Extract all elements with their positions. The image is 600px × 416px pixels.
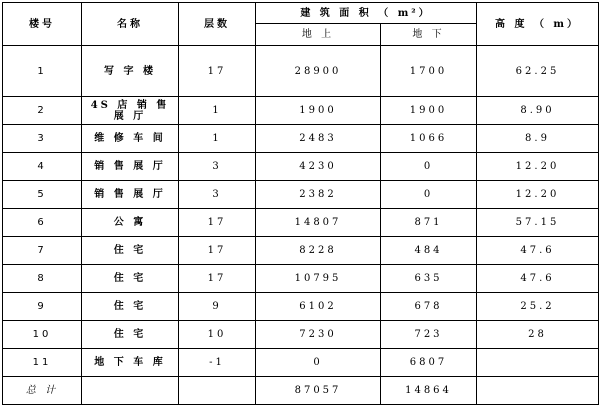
header-above-ground: 地 上 [256, 24, 381, 46]
table-row [3, 293, 599, 321]
cell-building-no: 6 [3, 209, 82, 237]
cell-floors: 10 [179, 321, 256, 349]
cell-name: 销 售 展 厅 [82, 153, 179, 181]
cell-below-ground: 1900 [381, 97, 477, 125]
table-row [3, 209, 599, 237]
cell-below-ground: 635 [381, 265, 477, 293]
cell-height [477, 377, 599, 405]
header-building-no: 楼号 [3, 3, 82, 46]
cell-above-ground: 2382 [256, 181, 381, 209]
cell-building-no: 5 [3, 181, 82, 209]
cell-name: 住 宅 [82, 293, 179, 321]
header-floors: 层数 [179, 3, 256, 46]
cell-above-ground: 8228 [256, 237, 381, 265]
cell-height: 8.9 [477, 125, 599, 153]
cell-height: 12.20 [477, 153, 599, 181]
cell-building-no: 4 [3, 153, 82, 181]
cell-height: 57.15 [477, 209, 599, 237]
cell-below-ground: 6807 [381, 349, 477, 377]
cell-name: 写 字 楼 [82, 46, 179, 97]
cell-height [477, 349, 599, 377]
cell-building-no: 1 [3, 46, 82, 97]
cell-above-ground: 2483 [256, 125, 381, 153]
cell-floors: 9 [179, 293, 256, 321]
cell-above-ground: 0 [256, 349, 381, 377]
cell-building-no: 7 [3, 237, 82, 265]
cell-building-no: 2 [3, 97, 82, 125]
total-row [3, 377, 599, 405]
cell-height: 62.25 [477, 46, 599, 97]
cell-below-ground: 1066 [381, 125, 477, 153]
cell-below-ground: 0 [381, 181, 477, 209]
table-row [3, 237, 599, 265]
cell-above-ground: 14807 [256, 209, 381, 237]
cell-floors: 17 [179, 237, 256, 265]
cell-building-no: 11 [3, 349, 82, 377]
cell-floors: 17 [179, 265, 256, 293]
cell-floors [179, 377, 256, 405]
cell-below-ground: 678 [381, 293, 477, 321]
cell-above-ground: 1900 [256, 97, 381, 125]
cell-name: 4S 店 销 售 展 厅 [82, 97, 179, 125]
cell-floors: 1 [179, 125, 256, 153]
table-row [3, 125, 599, 153]
cell-floors: 17 [179, 209, 256, 237]
building-area-table [2, 2, 599, 405]
table-row [3, 265, 599, 293]
cell-height: 8.90 [477, 97, 599, 125]
cell-name: 住 宅 [82, 321, 179, 349]
cell-below-ground: 1700 [381, 46, 477, 97]
cell-name [82, 377, 179, 405]
cell-name: 住 宅 [82, 237, 179, 265]
cell-building-no: 9 [3, 293, 82, 321]
cell-name: 公 寓 [82, 209, 179, 237]
table-row [3, 349, 599, 377]
cell-floors: 17 [179, 46, 256, 97]
cell-floors: -1 [179, 349, 256, 377]
cell-below-ground: 0 [381, 153, 477, 181]
cell-building-no: 8 [3, 265, 82, 293]
cell-name: 维 修 车 间 [82, 125, 179, 153]
cell-building-no: 10 [3, 321, 82, 349]
cell-name: 住 宅 [82, 265, 179, 293]
header-below-ground: 地 下 [381, 24, 477, 46]
table-row [3, 97, 599, 125]
header-name: 名称 [82, 3, 179, 46]
header-height: 高 度 （ m） [477, 3, 599, 46]
cell-building-no: 3 [3, 125, 82, 153]
cell-height: 12.20 [477, 181, 599, 209]
cell-above-ground: 7230 [256, 321, 381, 349]
cell-above-ground: 10795 [256, 265, 381, 293]
table-row [3, 153, 599, 181]
total-above-ground: 87057 [256, 377, 381, 405]
total-below-ground: 14864 [381, 377, 477, 405]
table-row [3, 181, 599, 209]
cell-above-ground: 28900 [256, 46, 381, 97]
cell-floors: 3 [179, 153, 256, 181]
table-row [3, 46, 599, 97]
cell-below-ground: 723 [381, 321, 477, 349]
cell-name: 地 下 车 库 [82, 349, 179, 377]
cell-below-ground: 484 [381, 237, 477, 265]
cell-name: 销 售 展 厅 [82, 181, 179, 209]
cell-above-ground: 4230 [256, 153, 381, 181]
table-row [3, 321, 599, 349]
total-label: 总 计 [3, 377, 82, 405]
cell-below-ground: 871 [381, 209, 477, 237]
cell-height: 47.6 [477, 265, 599, 293]
cell-above-ground: 6102 [256, 293, 381, 321]
cell-height: 28 [477, 321, 599, 349]
header-area: 建 筑 面 积 （ m²） [256, 3, 477, 24]
cell-height: 47.6 [477, 237, 599, 265]
cell-height: 25.2 [477, 293, 599, 321]
cell-floors: 1 [179, 97, 256, 125]
cell-floors: 3 [179, 181, 256, 209]
